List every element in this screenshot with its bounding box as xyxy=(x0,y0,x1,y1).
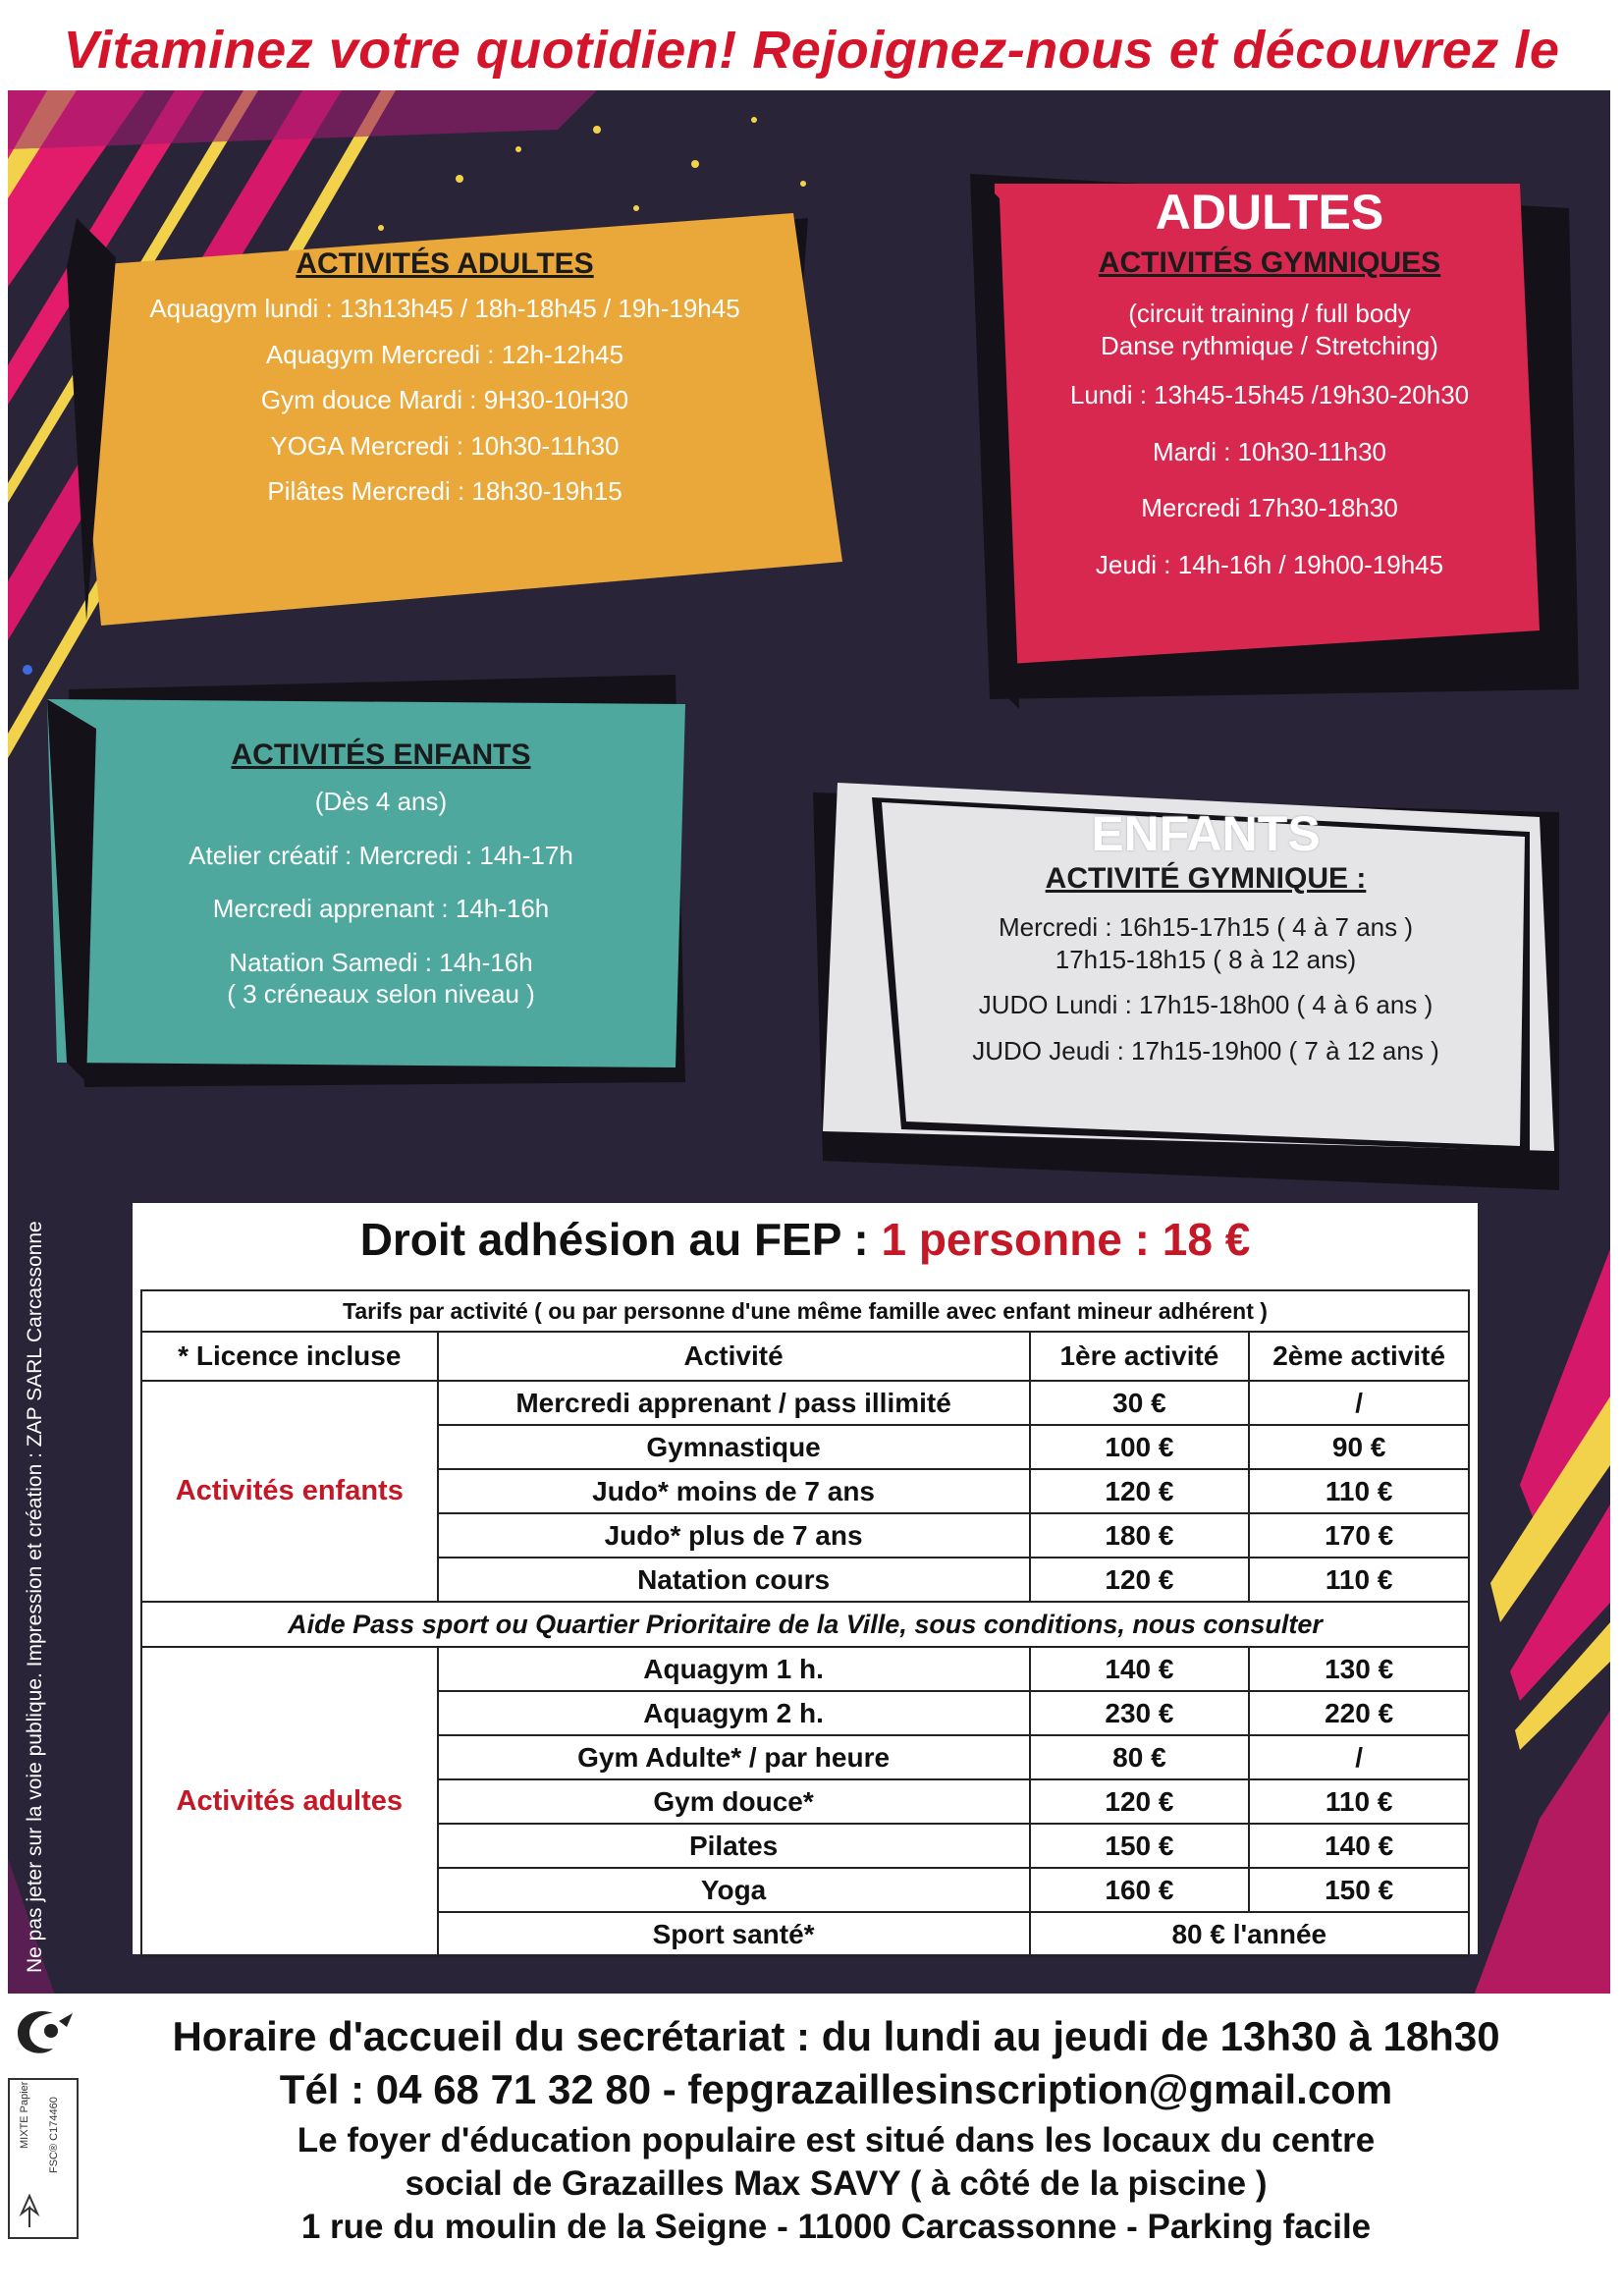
header-second: 2ème activité xyxy=(1249,1332,1469,1381)
fep-logo-icon xyxy=(8,2001,79,2060)
headline-text: Vitaminez votre quotidien! Rejoignez-nous et découvrez le xyxy=(63,21,1560,80)
group-adultes: Activités adultes xyxy=(141,1647,438,1956)
activity-cell: Natation cours xyxy=(438,1558,1030,1602)
price-cell: 230 € xyxy=(1030,1691,1250,1735)
price-cell: 140 € xyxy=(1030,1647,1250,1691)
panel-adultes xyxy=(1009,184,1530,655)
price-cell: 80 € l'année xyxy=(1030,1912,1469,1956)
price-cell: 110 € xyxy=(1249,1779,1469,1824)
schedule-line: JUDO Jeudi : 17h15-19h00 ( 7 à 12 ans ) xyxy=(972,1035,1439,1066)
price-cell: 220 € xyxy=(1249,1691,1469,1735)
footer-hours: Horaire d'accueil du secrétariat : du lundi au jeudi de 13h30 à 18h30 xyxy=(172,2013,1500,2059)
footer-lines xyxy=(88,2013,1584,2248)
panel-enfants xyxy=(911,805,1500,1129)
pricing-title-price: 1 personne : 18 € xyxy=(881,1214,1251,1265)
panel-title: ACTIVITÉ GYMNIQUE : xyxy=(1045,862,1367,895)
price-cell: 170 € xyxy=(1249,1513,1469,1558)
schedule-line: Gym douce Mardi : 9H30-10H30 xyxy=(260,385,629,414)
schedule-line: (Dès 4 ans) xyxy=(314,787,448,816)
table-row xyxy=(141,1647,1469,1691)
panel-activites-adultes xyxy=(101,247,788,581)
dot xyxy=(515,146,521,152)
panel-title: ACTIVITÉS GYMNIQUES xyxy=(1098,246,1441,279)
header-activite: Activité xyxy=(438,1332,1030,1381)
panel-title: ACTIVITÉS ENFANTS xyxy=(231,738,531,771)
fsc-mixte: MIXTE Papier xyxy=(19,2081,30,2149)
fsc-code: FSC® C174460 xyxy=(48,2097,60,2173)
footer xyxy=(0,1994,1623,2296)
schedule-line: (circuit training / full body xyxy=(1128,299,1411,328)
schedule-line: Aquagym Mercredi : 12h-12h45 xyxy=(265,339,624,369)
pricing-table xyxy=(140,1289,1470,1957)
panel-activites-enfants xyxy=(96,738,666,1053)
schedule-line: 17h15-18h15 ( 8 à 12 ans) xyxy=(1055,944,1357,974)
schedule-line: Atelier créatif : Mercredi : 14h-17h xyxy=(189,840,573,870)
schedule-line: JUDO Lundi : 17h15-18h00 ( 4 à 6 ans ) xyxy=(978,990,1434,1019)
schedule-line: Jeudi : 14h-16h / 19h00-19h45 xyxy=(1095,549,1444,579)
price-cell: 150 € xyxy=(1030,1824,1250,1868)
pricing-section xyxy=(133,1203,1478,1954)
price-cell: 130 € xyxy=(1249,1647,1469,1691)
schedule-line: Mercredi apprenant : 14h-16h xyxy=(212,894,550,923)
dot xyxy=(456,175,463,183)
panel-heading: ENFANTS xyxy=(1091,806,1321,861)
schedule-line: Danse rythmique / Stretching) xyxy=(1101,330,1438,360)
schedule-line: Aquagym lundi : 13h13h45 / 18h-18h45 / 19h-19h45 xyxy=(149,294,740,323)
header-first: 1ère activité xyxy=(1030,1332,1250,1381)
schedule-line: Natation Samedi : 14h-16h xyxy=(229,947,533,977)
footer-address-line: Le foyer d'éducation populaire est situé dans les locaux du centre xyxy=(297,2121,1376,2159)
schedule-line: Lundi : 13h45-15h45 /19h30-20h30 xyxy=(1069,380,1470,410)
group-enfants: Activités enfants xyxy=(141,1381,438,1602)
aide-note: Aide Pass sport ou Quartier Prioritaire de la Ville, sous conditions, nous consulter xyxy=(141,1602,1469,1647)
activity-cell: Pilates xyxy=(438,1824,1030,1868)
price-cell: 160 € xyxy=(1030,1868,1250,1912)
activity-cell: Aquagym 2 h. xyxy=(438,1691,1030,1735)
headline-banner xyxy=(0,0,1623,98)
table-row xyxy=(141,1381,1469,1425)
price-cell: 90 € xyxy=(1249,1425,1469,1469)
dot xyxy=(751,117,757,123)
price-cell: / xyxy=(1249,1735,1469,1779)
side-credit-text: Ne pas jeter sur la voie publique. Impression et création : ZAP SARL Carcassonne xyxy=(24,1221,46,1973)
dot xyxy=(23,665,32,675)
footer-address-line: social de Grazailles Max SAVY ( à côté de la piscine ) xyxy=(405,2163,1268,2203)
activity-cell: Judo* plus de 7 ans xyxy=(438,1513,1030,1558)
activity-cell: Gymnastique xyxy=(438,1425,1030,1469)
activity-cell: Yoga xyxy=(438,1868,1030,1912)
activity-cell: Gym Adulte* / par heure xyxy=(438,1735,1030,1779)
dot xyxy=(800,181,806,187)
pricing-title-text: Droit adhésion au FEP : xyxy=(359,1214,869,1265)
price-cell: 120 € xyxy=(1030,1779,1250,1824)
pricing-title xyxy=(133,1213,1478,1266)
schedule-line: Pilâtes Mercredi : 18h30-19h15 xyxy=(267,476,622,506)
schedule-line: Mercredi 17h30-18h30 xyxy=(1141,493,1398,522)
price-cell: 120 € xyxy=(1030,1469,1250,1513)
panel-heading: ADULTES xyxy=(1155,185,1384,240)
activity-cell: Gym douce* xyxy=(438,1779,1030,1824)
fsc-tree-icon xyxy=(10,2080,77,2237)
dot xyxy=(633,205,639,211)
fsc-label xyxy=(8,2078,79,2239)
schedule-line: YOGA Mercredi : 10h30-11h30 xyxy=(270,430,620,461)
price-cell: 120 € xyxy=(1030,1558,1250,1602)
footer-address-line: 1 rue du moulin de la Seigne - 11000 Carcassonne - Parking facile xyxy=(300,2207,1372,2246)
price-cell: 30 € xyxy=(1030,1381,1250,1425)
dot xyxy=(378,225,384,231)
stripe xyxy=(1461,1711,1610,2030)
side-credit xyxy=(16,1221,55,1976)
price-cell: 100 € xyxy=(1030,1425,1250,1469)
header-licence: * Licence incluse xyxy=(141,1332,438,1381)
price-cell: 140 € xyxy=(1249,1824,1469,1868)
price-cell: 110 € xyxy=(1249,1469,1469,1513)
price-cell: 150 € xyxy=(1249,1868,1469,1912)
price-cell: / xyxy=(1249,1381,1469,1425)
panel-title: ACTIVITÉS ADULTES xyxy=(296,247,594,280)
price-cell: 80 € xyxy=(1030,1735,1250,1779)
schedule-line: Mercredi : 16h15-17h15 ( 4 à 7 ans ) xyxy=(998,912,1414,942)
activity-cell: Judo* moins de 7 ans xyxy=(438,1469,1030,1513)
activity-cell: Sport santé* xyxy=(438,1912,1030,1956)
dot xyxy=(593,126,601,134)
tarifs-note: Tarifs par activité ( ou par personne d'une même famille avec enfant mineur adhérent ) xyxy=(141,1290,1469,1332)
price-cell: 180 € xyxy=(1030,1513,1250,1558)
activity-cell: Mercredi apprenant / pass illimité xyxy=(438,1381,1030,1425)
price-cell: 110 € xyxy=(1249,1558,1469,1602)
footer-contact: Tél : 04 68 71 32 80 - fepgrazaillesinscription@gmail.com xyxy=(279,2066,1393,2112)
schedule-line: Mardi : 10h30-11h30 xyxy=(1152,436,1386,466)
activity-cell: Aquagym 1 h. xyxy=(438,1647,1030,1691)
schedule-line: ( 3 créneaux selon niveau ) xyxy=(227,979,535,1009)
dot xyxy=(691,160,699,168)
